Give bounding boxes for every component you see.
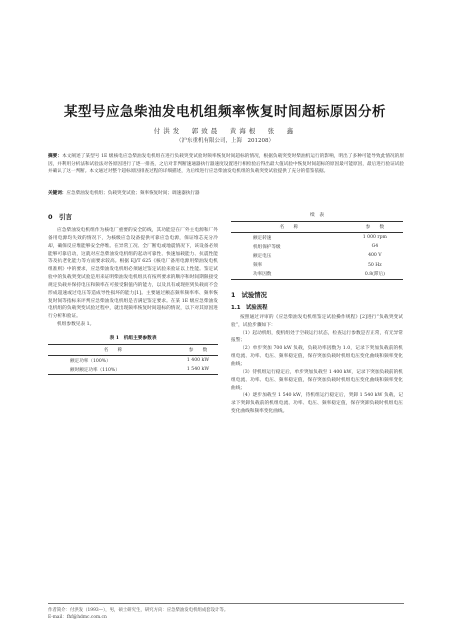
parameter-table-continued <box>231 221 403 280</box>
table-cell: 额时额定功率（110%） <box>48 365 178 375</box>
paper-title: 某型号应急柴油发电机组频率恢复时间超标原因分析 <box>64 104 386 120</box>
footnote-author-bio: 作者简介：付洪发（1993—），男，硕士研究生，研究方向：应急柴油发电机组成套设计等。 <box>48 608 229 613</box>
abstract-text: 本文阐述了某型号 1E 级核电应急柴油发电机组在进行负载突变试验时频率恢复时间超标的情况，根据负载突变时柴油机运行的影响，明出了多种可能导致此情况的原因，并利用分析法和试验法对各原因进行了逐一排查，之后对非判断速通器执行器速度设置进行相检验后得出最大值试验中恢复时间超标的原因最可能原因，最后进行验证试验并确认了这一判断。本文通过对整个超标原因排查过程的详细描述，为后续进行应急柴油发电机组的负载突变试验提供了充分的借鉴依据。 <box>48 154 404 175</box>
table-cell: 额定转速 <box>253 235 272 241</box>
table-row <box>231 270 403 280</box>
table-header: 参 数 <box>178 344 218 355</box>
keywords <box>48 190 404 196</box>
abstract-label: 摘要： <box>48 154 63 159</box>
table-cell: 额定功率（100%） <box>70 358 111 364</box>
test-step: （1）起动机组，使机组处于空载运行状态，检查运行参数是否正常，有无异常报警； <box>231 330 403 344</box>
footnote-email: E-mail：fhf@hdmc.com.cn <box>48 615 107 620</box>
intro-paragraph: 应急柴油发电机组作为核电厂重要的安全防线，其功能是在厂外主电源和厂外备用电源均失效的情况下，为核级应急设备提供可靠应急电源，保证堆芯充分冷却，确保反应堆能够安全停堆。在异常工况、全厂断电或地震情况下，该设备必须能够可靠启动，这就对应急柴油发电机组的起动可靠性、快速加载能力、抗震性能等及抗老化能力等方面要求较高。根据 EJ/T 625《核电厂备用电源用柴油发电机组准则》中的要求，应急柴油发电机组必须通过鉴定试验来验证以上性能。鉴定试验中的负载突变试验是用来证明柴油发电机组具有按所要求的顺序和时间期限接受规定负载并保持电压和频率在可接受限值内的能力，以及具有或现拒到负载而不会形成超速或过电压等造成导性损坏的能力[1]。主要通过额态频率频率率、频率恢复时间等指标来评判应急柴油发电机组是否满足鉴定要求。在某 1E 级应急柴油发电机组的负载突变试验过程中，就出现频率恢复时间超标的情况，以下对其原因进行分析和验证。 <box>48 228 218 320</box>
test-paragraph: 按照通过评审的《应急柴油发电机组鉴定试验操作规程》[2]进行“负载突变试验”，试验步骤如下： <box>231 314 403 328</box>
table-cell: 功率因数 <box>231 270 347 280</box>
test-step: （4）逐步加载至 1 540 kW，待机组运行稳定后，突卸 1 540 kW 负载，记录下突卸负载前的机组电流、功率、电压、频率稳定值，保存突卸负载时机组电压变化曲线和频率变化曲线。 <box>231 393 403 415</box>
table-cell: G4 <box>371 244 379 250</box>
table-cell: 额定电压 <box>253 253 272 259</box>
subsection-heading: 1.1 试验流程 <box>231 304 268 311</box>
table-row <box>231 233 403 243</box>
table-row <box>48 355 218 365</box>
table-cell: 频率 <box>253 263 263 269</box>
table-row <box>231 251 403 260</box>
table-cell: 1 000 rpm <box>362 235 387 241</box>
author-footnote <box>48 603 404 621</box>
section-heading-test: 1 试验情况 <box>231 291 267 299</box>
left-column <box>48 212 218 375</box>
table-cell: 1 400 kW <box>186 358 210 364</box>
section-heading-intro: 0 引言 <box>48 213 73 221</box>
test-step: （2）单步突加 700 kW 负载，负载功率因数为 1.0，记录下突加负载前的机组电流、功率、电压、频率稳定值，保存突加负载时机组电压变化曲线和频率变化曲线； <box>231 346 403 367</box>
table-cell: 机组保护等级 <box>253 244 281 250</box>
table-cell: 1 540 kW <box>178 365 218 375</box>
affiliation: （沪东重机有限公司，上海 201208） <box>176 138 274 144</box>
keywords-label: 关键词： <box>48 191 67 196</box>
table-header: 名 称 <box>48 344 178 355</box>
right-column <box>231 212 403 416</box>
table-row <box>48 365 218 375</box>
test-step: （3）待机组运行稳定后，单步突加负载至 1 400 kW，记录下突加负载前的机组电流、功率、电压、频率稳定值，保存突加负载时机组电压变化曲线和频率变化曲线； <box>231 369 403 391</box>
table-cell: 50 Hz <box>367 262 382 268</box>
intro-paragraph: 机组参数见表 1。 <box>57 322 95 328</box>
table-continued-label: 续 表 <box>309 213 325 218</box>
table-title: 表 1 机组主要参数表 <box>109 335 157 341</box>
parameter-table <box>48 344 218 375</box>
keywords-text: 应急柴油发电机组；负载突变试验；频率恢复时间；调速器执行器 <box>66 191 200 196</box>
abstract <box>48 153 404 176</box>
table-cell: 400 V <box>368 253 382 259</box>
table-row <box>231 242 403 251</box>
author-list: 付洪发 郭致晨 黄海根 张 鑫 <box>153 127 297 135</box>
table-row <box>231 261 403 270</box>
table-cell: 0.8(滞后) <box>347 270 403 280</box>
table-header: 参 数 <box>347 222 403 233</box>
table-header: 名 称 <box>231 222 347 233</box>
